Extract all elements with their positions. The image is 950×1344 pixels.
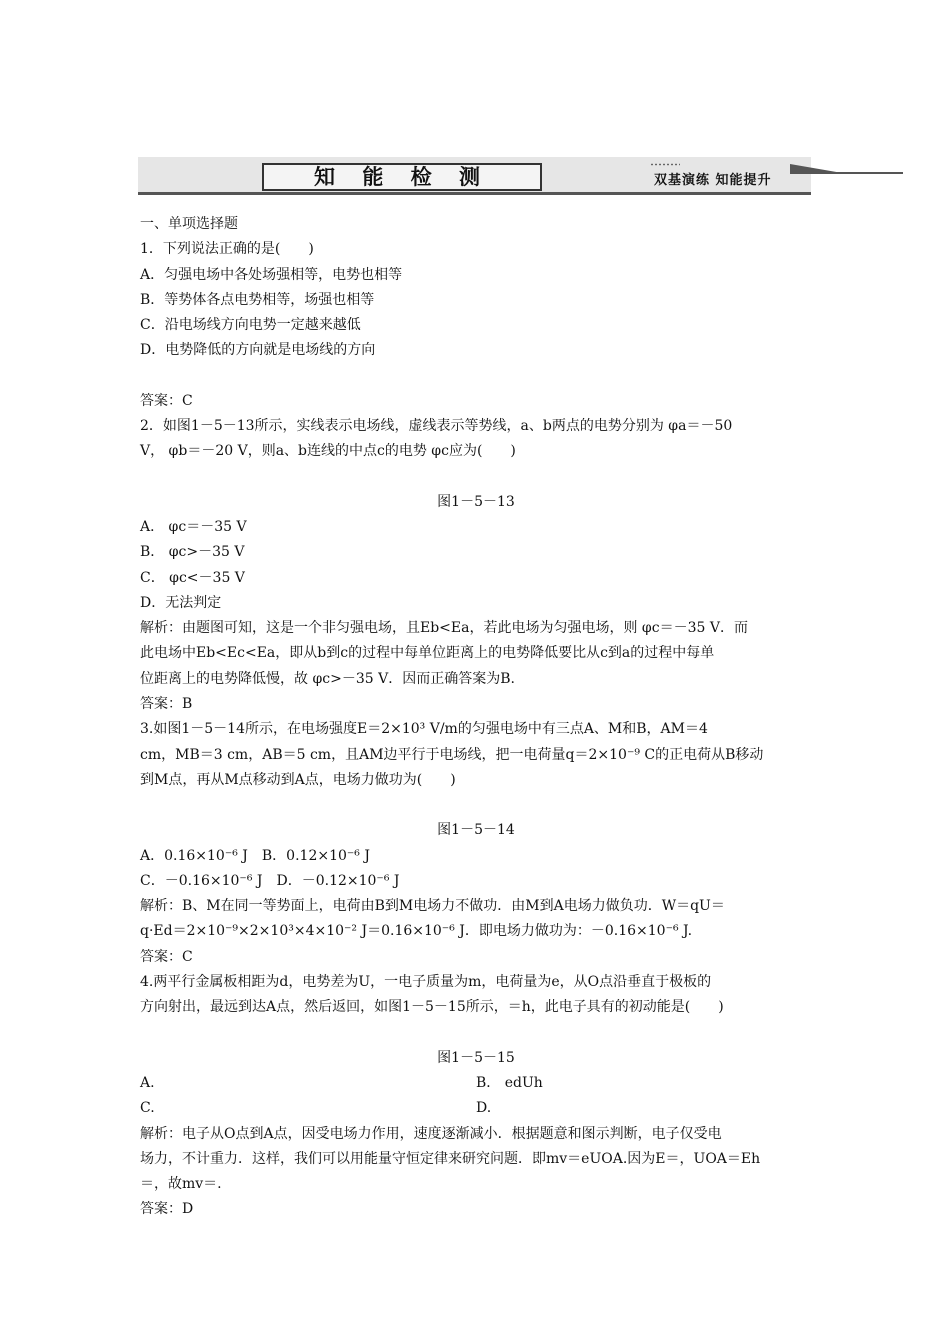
q4-stem-line2: 方向射出，最远到达A点，然后返回，如图1－5－15所示，＝h，此电子具有的初动能是( ) (140, 999, 724, 1016)
q4-options-cd (140, 1096, 812, 1121)
q2-analysis-line2: 此电场中Eb<Ec<Ea，即从b到c的过程中每单位距离上的电势降低要比从c到a的过程中每单 (140, 645, 715, 662)
q3-analysis-line2: q·Ed＝2×10⁻⁹×2×10³×4×10⁻² J＝0.16×10⁻⁶ J．即电场力做功为：－0.16×10⁻⁶ J. (140, 923, 693, 940)
section-heading: 一、单项选择题 (140, 216, 238, 232)
q1-option-b: B．等势体各点电势相等，场强也相等 (140, 291, 375, 308)
q3-analysis-line1: 解析：B、M在同一等势面上，电荷由B到M电场力不做功．由M到A电场力做负功．W＝qU＝ (140, 898, 725, 915)
q3-stem-line3: 到M点，再从M点移动到A点，电场力做功为( ) (140, 771, 456, 788)
q4-option-a: A. (140, 1074, 155, 1091)
q4-options-ab (140, 1071, 812, 1096)
q4-analysis-line1: 解析：电子从O点到A点，因受电场力作用，速度逐渐减小．根据题意和图示判断，电子仅受电 (140, 1125, 722, 1142)
q3-figure-caption: 图1－5－14 (437, 822, 515, 839)
q2-option-a: A． φc＝－35 V (140, 518, 247, 535)
banner-dots (650, 163, 680, 166)
q2-stem-line2: V， φb＝－20 V，则a、b连线的中点c的电势 φc应为( ) (140, 443, 516, 460)
banner-slogan: 双基演练 知能提升 (654, 173, 772, 188)
q4-answer: 答案：D (140, 1201, 194, 1218)
q3-options-cd: C．－0.16×10⁻⁶ J D．－0.12×10⁻⁶ J (140, 872, 400, 889)
q2-analysis-line3: 位距离上的电势降低慢，故 φc>－35 V．因而正确答案为B. (140, 670, 515, 687)
q3-answer: 答案：C (140, 948, 193, 965)
q4-analysis-line3: ＝，故mv＝. (140, 1176, 222, 1193)
q2-option-d: D．无法判定 (140, 594, 222, 611)
document-body (140, 212, 812, 1223)
q4-option-d: D. (476, 1100, 492, 1117)
q4-option-b: B． edUh (476, 1074, 543, 1091)
banner-line (798, 172, 903, 174)
q2-option-b: B． φc>－35 V (140, 544, 245, 561)
q4-figure-caption: 图1－5－15 (437, 1049, 515, 1066)
q2-analysis-line1: 解析：由题图可知，这是一个非匀强电场，且Eb<Ea，若此电场为匀强电场，则 φc＝－35 V．而 (140, 620, 748, 637)
q2-stem-line1: 2．如图1－5－13所示，实线表示电场线，虚线表示等势线，a、b两点的电势分别为 φa＝－50 (140, 418, 733, 435)
q1-stem: 1．下列说法正确的是( ) (140, 241, 314, 258)
q3-options-ab: A．0.16×10⁻⁶ J B．0.12×10⁻⁶ J (140, 847, 370, 864)
q2-figure-caption: 图1－5－13 (437, 493, 515, 510)
q1-option-c: C．沿电场线方向电势一定越来越低 (140, 317, 361, 334)
q4-analysis-line2: 场力，不计重力．这样，我们可以用能量守恒定律来研究问题．即mv＝eUOA.因为E＝，UOA＝Eh (140, 1150, 761, 1167)
q3-stem-line2: cm，MB＝3 cm，AB＝5 cm，且AM边平行于电场线，把一电荷量q＝2×10⁻⁹ C的正电荷从B移动 (140, 746, 764, 763)
q3-stem-line1: 3.如图1－5－14所示，在电场强度E＝2×10³ V/m的匀强电场中有三点A、M和B，AM＝4 (140, 721, 708, 738)
q1-option-d: D．电势降低的方向就是电场线的方向 (140, 342, 376, 359)
banner-title: 知 能 检 测 (262, 163, 542, 191)
q1-answer: 答案：C (140, 392, 193, 409)
q4-option-c: C. (140, 1100, 155, 1117)
q2-answer: 答案：B (140, 696, 193, 713)
q4-stem-line1: 4.两平行金属板相距为d，电势差为U，一电子质量为m，电荷量为e，从O点沿垂直于极板的 (140, 974, 712, 991)
q1-option-a: A．匀强电场中各处场强相等，电势也相等 (140, 266, 403, 283)
section-banner (138, 157, 811, 195)
q2-option-c: C． φc<－35 V (140, 569, 245, 586)
